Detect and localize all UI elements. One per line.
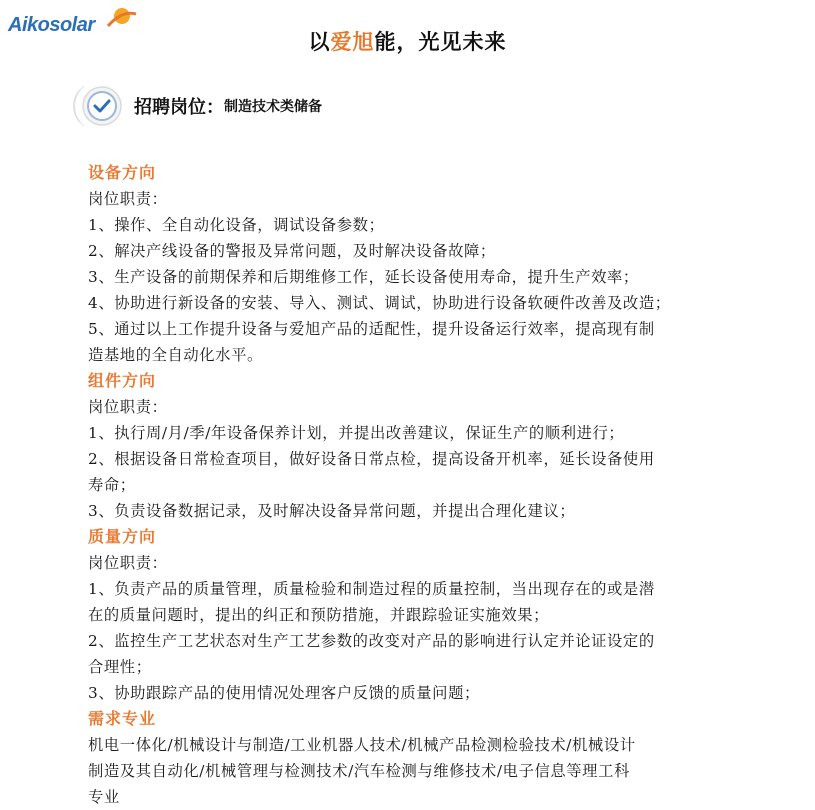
section-majors	[88, 706, 788, 810]
section-title: 组件方向	[88, 371, 157, 390]
slogan-highlight: 爱旭	[330, 30, 375, 54]
text-line: 寿命；	[88, 476, 136, 494]
text-line: 2、解决产线设备的警报及异常问题，及时解决设备故障；	[88, 242, 496, 260]
text-line: 1、负责产品的质量管理，质量检验和制造过程的质量控制，当出现存在的或是潜	[88, 580, 655, 598]
text-line: 在的质量问题时，提出的纠正和预防措施，并跟踪验证实施效果；	[88, 606, 550, 624]
text-line: 1、操作、全自动化设备，调试设备参数；	[88, 216, 385, 234]
text-line: 制造及其自动化/机械管理与检测技术/汽车检测与维修技术/电子信息等理工科	[88, 762, 630, 780]
section-quality	[88, 524, 788, 706]
text-line: 1、执行周/月/季/年设备保养计划，并提出改善建议，保证生产的顺利进行；	[88, 424, 625, 442]
text-line: 岗位职责：	[88, 398, 168, 416]
slogan-part2: 能，光见未来	[374, 30, 507, 54]
text-line: 2、监控生产工艺状态对生产工艺参数的改变对产品的影响进行认定并论证设定的	[88, 632, 655, 650]
checkmark-badge-icon	[70, 76, 130, 136]
text-line: 造基地的全自动化水平。	[88, 346, 263, 364]
heading-value: 制造技术类储备	[224, 99, 322, 115]
section-equipment	[88, 160, 788, 368]
text-line: 岗位职责：	[88, 554, 168, 572]
text-line: 专业	[88, 788, 120, 806]
heading-label: 招聘岗位：	[134, 97, 224, 118]
text-line: 岗位职责：	[88, 190, 168, 208]
text-line: 5、通过以上工作提升设备与爱旭产品的适配性，提升设备运行效率，提高现有制	[88, 320, 655, 338]
text-line: 3、负责设备数据记录，及时解决设备异常问题，并提出合理化建议；	[88, 502, 576, 520]
section-title: 需求专业	[88, 709, 157, 728]
section-title: 质量方向	[88, 527, 157, 546]
slogan	[0, 26, 815, 56]
text-line: 3、协助跟踪产品的使用情况处理客户反馈的质量问题；	[88, 684, 480, 702]
job-description	[88, 160, 788, 810]
section-title: 设备方向	[88, 163, 157, 182]
logo-text: Aikosolar	[8, 14, 95, 36]
position-heading	[70, 76, 322, 136]
text-line: 3、生产设备的前期保养和后期维修工作，延长设备使用寿命，提升生产效率；	[88, 268, 639, 286]
text-line: 机电一体化/机械设计与制造/工业机器人技术/机械产品检测检验技术/机械设计	[88, 736, 636, 754]
text-line: 4、协助进行新设备的安装、导入、测试、调试，协助进行设备软硬件改善及改造；	[88, 294, 671, 312]
text-line: 合理性；	[88, 658, 152, 676]
section-module	[88, 368, 788, 524]
slogan-part1: 以	[308, 30, 331, 54]
text-line: 2、根据设备日常检查项目，做好设备日常点检，提高设备开机率，延长设备使用	[88, 450, 655, 468]
